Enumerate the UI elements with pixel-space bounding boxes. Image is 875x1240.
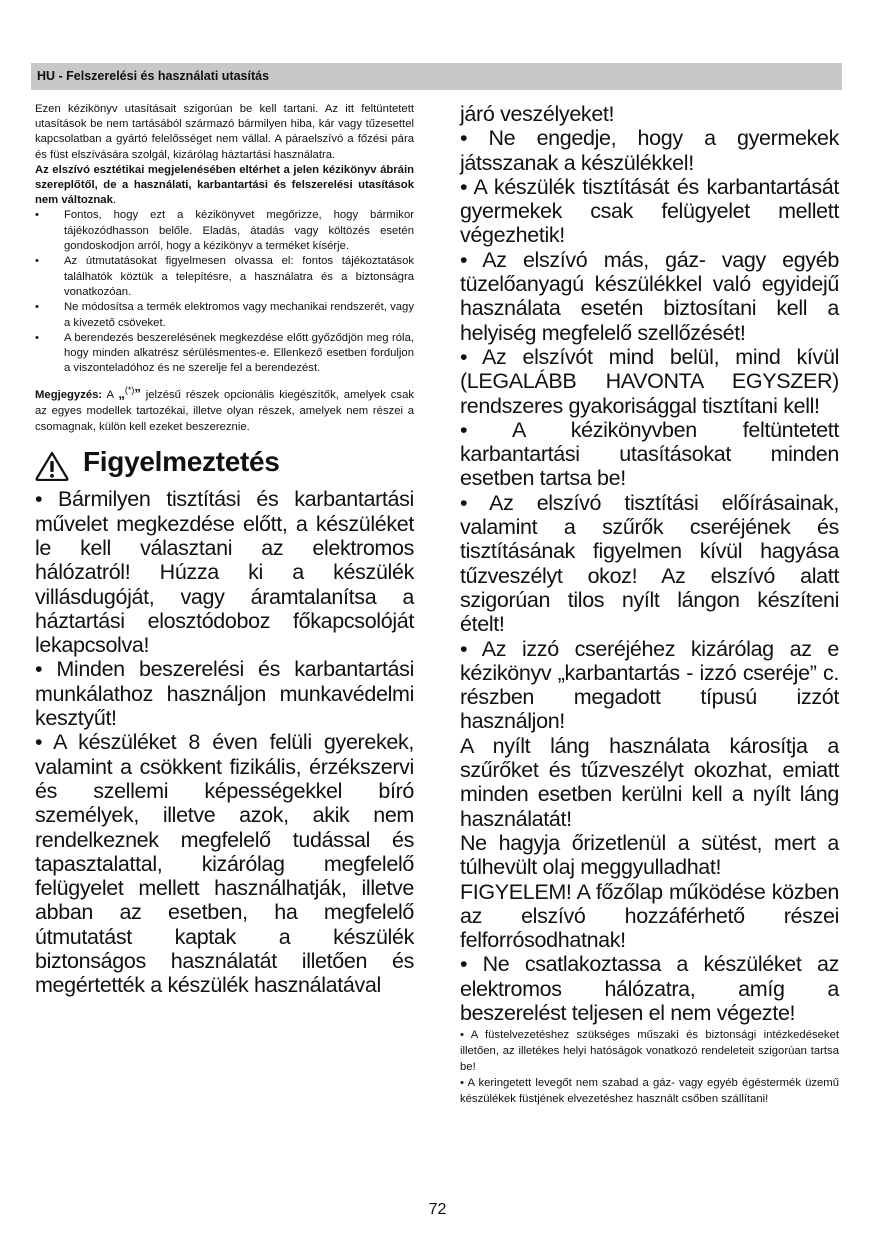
warning-paragraph: • A készüléket 8 éven felüli gyerekek, valamint a csökkent fizikális, érzékszervi és szellemi képességekkel bíró személyek, illetve azok, akik nem rendelkeznek megfelelő tudással és tapasztalattal, kizárólag megfelelő felügyelet mellett használhatják, illetve abban az esetben, ha megfelelő útmutatást kaptak a készülék biztonságos használatát illetően és megértették a készülék használatával	[35, 730, 414, 998]
warning-title: Figyelmeztetés	[83, 446, 280, 478]
warning-paragraph: FIGYELEM! A főzőlap működése közben az elszívó hozzáférhető részei felforrósodhatnak!	[460, 879, 839, 953]
section-header-title: HU - Felszerelési és használati utasítás	[37, 69, 270, 83]
page-number: 72	[428, 1201, 447, 1218]
disclaimer-text: Az elszívó esztétikai megjelenésében eltérhet a jelen kézikönyv ábráin szereplőtől, de a használati, karbantartási és felszerelési utasítások nem változnak	[35, 163, 414, 207]
warning-paragraph: • Az elszívó tisztítási előírásainak, valamint a szűrők cseréjének és tisztításának figyelmen kívül hagyása tűzveszélyt okoz! Az elszívó alatt szigorúan tilos nyílt lángon készíteni ételt!	[460, 490, 839, 637]
warning-paragraph: A nyílt láng használata károsítja a szűrőket és tűzveszélyt okozhat, emiatt minden esetben kerülni kell a nyílt láng használatát!	[460, 733, 839, 831]
note-close-quote: ”	[134, 385, 141, 401]
warning-paragraph: • Minden beszerelési és karbantartási munkálathoz használjon munkavédelmi kesztyűt!	[35, 657, 414, 731]
bullet: •	[35, 209, 39, 222]
disclaimer-paragraph	[35, 163, 414, 209]
list-item-text: Fontos, hogy ezt a kézikönyvet megőrizze, hogy bármikor tájékozódhasson belőle. Eladás, átadás vagy költözés esetén gondoskodjon arról, hogy a kézikönyv a terméket kísérje.	[64, 209, 414, 253]
warning-heading	[35, 446, 414, 487]
warning-paragraph: • Az elszívót mind belül, mind kívül (LEGALÁBB HAVONTA EGYSZER) rendszeres gyakorisággal tisztítani kell!	[460, 344, 839, 418]
warning-paragraph: járó veszélyeket!	[460, 102, 615, 126]
list-item	[35, 254, 414, 300]
warning-paragraph: Ne hagyja őrizetlenül a sütést, mert a túlhevült olaj meggyulladhat!	[460, 830, 839, 880]
warning-paragraph: • Az elszívó más, gáz- vagy egyéb tüzelőanyagú készülékkel való egyidejű használata esetén biztosítani kell a helyiség megfelelő szellőzését!	[460, 247, 839, 345]
left-column	[35, 102, 414, 998]
right-column	[460, 102, 839, 1107]
warning-paragraph: • A készülék tisztítását és karbantartását gyermekek csak felügyelet mellett végezhetik!	[460, 174, 839, 248]
warning-paragraph: • Az izzó cseréjéhez kizárólag az e kézikönyv „karbantartás - izzó cseréje” c. részben megadott típusú izzót használjon!	[460, 636, 839, 734]
note-asterisk: (*)	[124, 384, 135, 395]
list-item	[35, 331, 414, 377]
important-notes-list	[35, 208, 414, 376]
list-item	[35, 300, 414, 331]
list-item	[35, 208, 414, 254]
section-header-bar	[31, 63, 842, 90]
note-a: A	[106, 388, 114, 401]
list-item-text: Az útmutatásokat figyelmesen olvassa el: fontos tájékoztatások találhatók köztük a telepítésre, a használatra és a biztonságra vonatkozóan.	[64, 255, 414, 298]
small-warning-paragraph: • A füstelvezetéshez szükséges műszaki és biztonsági intézkedéseket illetően, az illetékes helyi hatóságok vonatkozó rendeleteit szigorúan tartsa be!	[460, 1029, 839, 1074]
bullet: •	[35, 255, 39, 268]
warning-paragraph: • Bármilyen tisztítási és karbantartási művelet megkezdése előtt, a készüléket le kell választani az elektromos hálózatról! Húzza ki a készülék villásdugóját, vagy áramtalanítsa a háztartási elosztódoboz főkapcsolóját lekapcsolva!	[35, 487, 414, 658]
list-item-text: Ne módosítsa a termék elektromos vagy mechanikai rendszerét, vagy a kivezető csöveket.	[64, 301, 414, 329]
intro-paragraph: Ezen kézikönyv utasításait szigorúan be kell tartani. Az itt feltüntetett utasítások be nem tartásából származó bármilyen hiba, kár vagy tűzesettel kapcsolatban a gyártó felelősséget nem vállal. A páraelszívó a főzési pára és füst elszívására szolgál, kizárólag háztartási használatra.	[35, 103, 414, 161]
list-item-text: A berendezés beszerelésének megkezdése előtt győződjön meg róla, hogy minden alkatrész sérülésmentes-e. Ellenkező esetben forduljon a viszonteladóhoz és ne szerelje fel a berendezést.	[64, 331, 414, 375]
bullet: •	[35, 301, 39, 314]
warning-paragraph: • A kézikönyvben feltüntetett karbantartási utasításokat minden esetben tartsa be!	[460, 417, 839, 491]
note-open-quote: „	[118, 385, 125, 401]
note-label: Megjegyzés:	[35, 388, 103, 401]
small-warning-paragraph: • A keringetett levegőt nem szabad a gáz- vagy egyéb égéstermék üzemű készülékek füstjének elvezetéshez használt csőben szállítani!	[460, 1077, 839, 1106]
bullet: •	[35, 331, 39, 344]
warning-paragraph: • Ne engedje, hogy a gyermekek játsszanak a készülékkel!	[460, 126, 839, 175]
note-text: jelzésű részek opcionális kiegészítők, amelyek csak az egyes modellek tartozékai, illetve olyan részek, amelyek nem részei a csomagnak, külön kell ezeket beszereznie.	[35, 388, 414, 434]
note-paragraph	[35, 382, 414, 436]
disclaimer-period: .	[112, 194, 116, 207]
warning-paragraph: • Ne csatlakoztassa a készüléket az elektromos hálózatra, amíg a beszerelést teljesen el nem végezte!	[460, 952, 839, 1025]
warning-icon	[35, 451, 69, 481]
